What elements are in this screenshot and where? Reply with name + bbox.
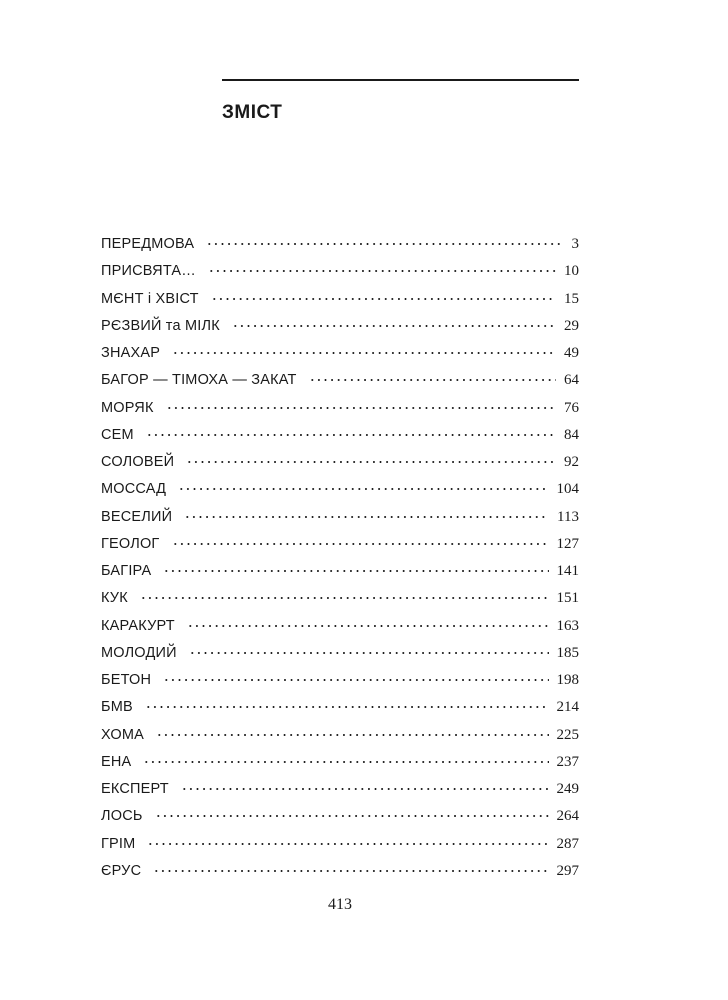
toc-entry-title: ЗНАХАР [101, 345, 161, 361]
toc-entry [101, 722, 579, 749]
dot-leader [140, 597, 549, 599]
page-number: 413 [328, 896, 352, 913]
toc-entry-title: ЕНА [101, 753, 132, 770]
toc-entry-page: 29 [564, 317, 579, 334]
toc-entry-page: 151 [556, 590, 579, 607]
toc-entry [101, 367, 579, 394]
toc-entry-page: 237 [556, 753, 579, 770]
toc-entry [101, 531, 579, 558]
toc-entry-title: МОССАД [101, 481, 167, 498]
toc-entry [101, 831, 579, 858]
dot-leader [143, 761, 548, 763]
toc-entry-page: 104 [556, 481, 579, 498]
toc-entry [101, 776, 579, 803]
toc-entry [101, 585, 579, 612]
toc-entry-page: 225 [556, 726, 579, 743]
toc-entry-page: 64 [564, 372, 579, 389]
dot-leader [163, 679, 548, 681]
dot-leader [156, 734, 548, 736]
toc-entry-page: 249 [556, 781, 579, 797]
toc-entry-page: 113 [557, 508, 579, 525]
toc-entry-page: 15 [564, 290, 579, 307]
dot-leader [146, 434, 556, 436]
dot-leader [163, 570, 548, 572]
toc-entry-title: ХОМА [101, 726, 145, 743]
dot-leader [153, 870, 548, 872]
toc-entry [101, 558, 579, 585]
toc-entry [101, 504, 579, 531]
toc-entry-page: 297 [556, 862, 579, 879]
dot-leader [186, 461, 556, 463]
toc-entry-page: 264 [556, 808, 579, 825]
toc-entry-title: МОРЯК [101, 399, 154, 416]
dot-leader [166, 407, 556, 409]
toc-entry-title: СОЛОВЕЙ [101, 454, 175, 470]
toc-entry [101, 395, 579, 422]
toc-entry [101, 613, 579, 640]
dot-leader [206, 243, 563, 245]
toc-entry-page: 163 [556, 617, 579, 634]
dot-leader [309, 379, 556, 381]
page-title: ЗМІСТ [222, 102, 283, 123]
toc-entry-page: 49 [564, 345, 579, 361]
dot-leader [147, 843, 548, 845]
dot-leader [184, 516, 549, 518]
toc-entry [101, 694, 579, 721]
dot-leader [232, 325, 556, 327]
dot-leader [187, 625, 549, 627]
toc-entry [101, 313, 579, 340]
toc-entry [101, 858, 579, 885]
toc-entry [101, 286, 579, 313]
dot-leader [189, 652, 549, 654]
toc-entry-title: БАГІРА [101, 563, 152, 579]
toc-entry-page: 3 [571, 236, 579, 252]
toc-entry-title: ЕКСПЕРТ [101, 781, 169, 797]
toc-entry-title: БЕТОН [101, 672, 152, 688]
toc-entry [101, 231, 579, 258]
toc-entry [101, 667, 579, 694]
toc-entry-page: 92 [564, 454, 579, 470]
toc-entry-title: КАРАКУРТ [101, 617, 175, 634]
dot-leader [208, 270, 556, 272]
toc-entry-title: ГЕОЛОГ [101, 535, 160, 552]
toc-entry-title: КУК [101, 590, 128, 607]
toc-entry [101, 449, 579, 476]
toc-entry-page: 84 [564, 426, 579, 443]
toc-entry [101, 258, 579, 285]
toc-entry-title: ГРІМ [101, 835, 136, 852]
toc-entry-title: МОЛОДИЙ [101, 644, 177, 661]
dot-leader [145, 706, 549, 708]
top-rule [222, 79, 579, 81]
toc-entry-title: СЕМ [101, 426, 134, 443]
toc-entry-title: МЄНТ і ХВІСТ [101, 290, 199, 307]
dot-leader [155, 815, 549, 817]
toc-entry-title: ЛОСЬ [101, 808, 143, 825]
toc-entry [101, 340, 579, 367]
toc-entry [101, 749, 579, 776]
toc-entry-title: БМВ [101, 699, 133, 716]
toc-entry [101, 803, 579, 830]
toc-entry [101, 422, 579, 449]
toc-entry-page: 76 [564, 399, 579, 416]
table-of-contents [101, 231, 579, 885]
toc-entry-title: БАГОР — ТІМОХА — ЗАКАТ [101, 372, 297, 389]
dot-leader [178, 488, 548, 490]
toc-entry-title: ЄРУС [101, 862, 142, 879]
toc-entry-title: ВЕСЕЛИЙ [101, 508, 173, 525]
toc-entry-page: 198 [556, 672, 579, 688]
toc-entry-page: 127 [556, 535, 579, 552]
dot-leader [172, 352, 556, 354]
dot-leader [211, 298, 556, 300]
toc-entry-page: 287 [556, 835, 579, 852]
toc-entry-page: 141 [556, 563, 579, 579]
toc-entry-page: 10 [564, 263, 579, 280]
toc-entry-title: ПРИСВЯТА… [101, 263, 196, 280]
dot-leader [181, 788, 549, 790]
toc-entry-page: 214 [556, 699, 579, 716]
toc-entry [101, 640, 579, 667]
toc-entry-title: ПЕРЕДМОВА [101, 236, 195, 252]
dot-leader [172, 543, 549, 545]
toc-entry-title: РЄЗВИЙ та МІЛК [101, 317, 220, 334]
toc-entry [101, 476, 579, 503]
toc-entry-page: 185 [556, 644, 579, 661]
